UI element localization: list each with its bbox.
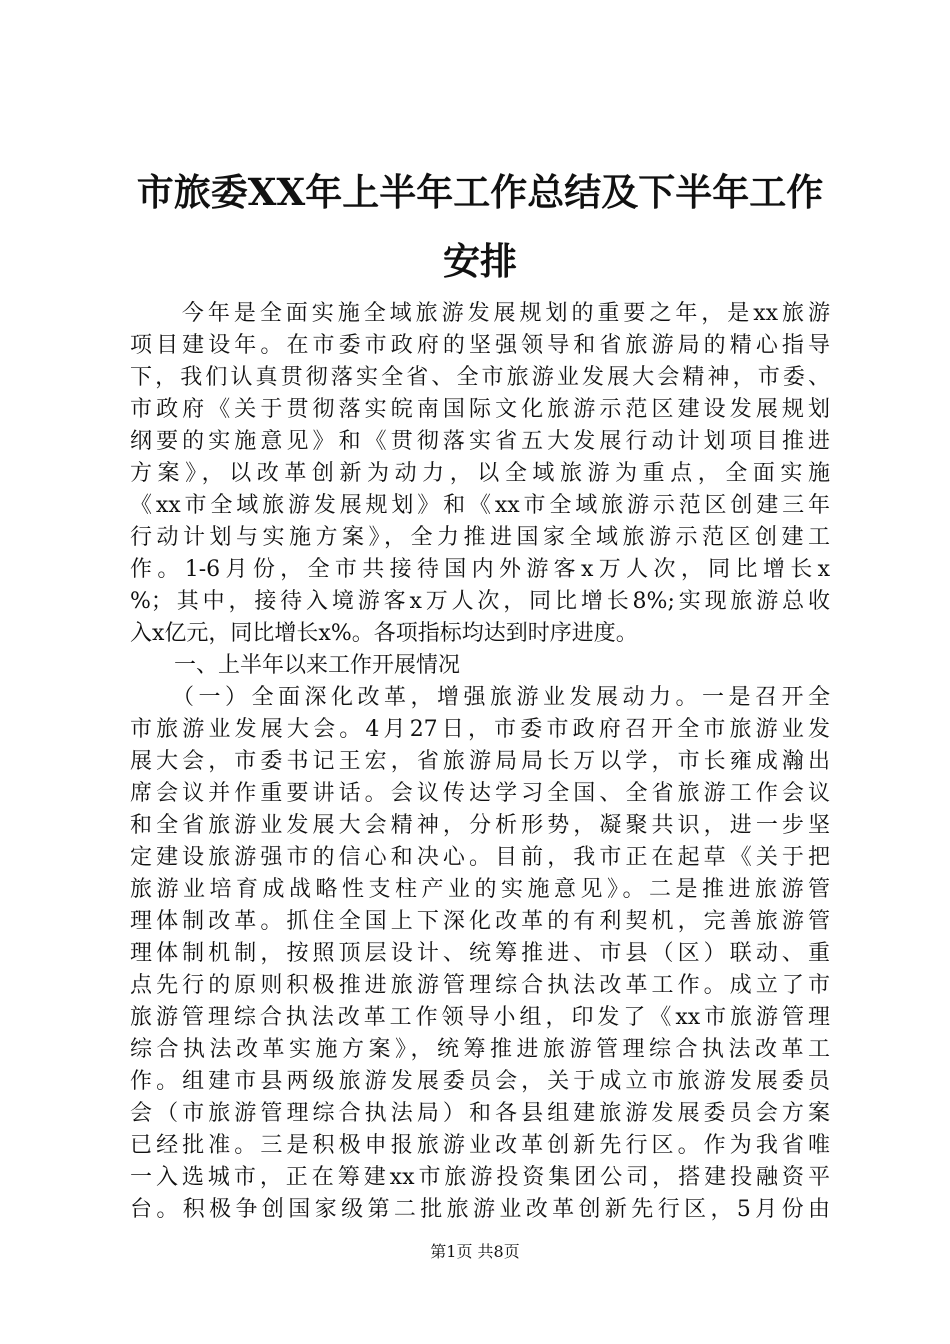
- body-line: 定建设旅游强市的信心和决心。目前，我市正在起草《关于把: [130, 845, 830, 870]
- body-line: 和全省旅游业发展大会精神，分析形势，凝聚共识，进一步坚: [130, 813, 830, 838]
- body-line: 作。组建市县两级旅游发展委员会，关于成立市旅游发展委员: [130, 1069, 830, 1094]
- body-line: 方案》，以改革创新为动力，以全域旅游为重点，全面实施: [130, 461, 830, 486]
- body-line: 下，我们认真贯彻落实全省、全市旅游业发展大会精神，市委、: [130, 365, 830, 390]
- page-number-footer: 第1页 共8页: [430, 1242, 520, 1261]
- document-title: 市旅委XX年上半年工作总结及下半年工作安排: [136, 170, 824, 283]
- body-line: 一入选城市，正在筹建xx市旅游投资集团公司，搭建投融资平: [130, 1165, 830, 1190]
- body-line: 纲要的实施意见》和《贯彻落实省五大发展行动计划项目推进: [130, 429, 830, 454]
- body-line: 旅游管理综合执法改革工作领导小组，印发了《xx市旅游管理: [130, 1005, 830, 1030]
- body-line: 作。1-6月份，全市共接待国内外游客x万人次，同比增长x: [130, 557, 830, 582]
- section-heading: 一、上半年以来工作开展情况: [130, 653, 461, 678]
- body-line: 综合执法改革实施方案》，统筹推进旅游管理综合执法改革工: [130, 1037, 830, 1062]
- body-line: 今年是全面实施全域旅游发展规划的重要之年，是xx旅游: [130, 301, 830, 326]
- body-line: %；其中，接待入境游客x万人次，同比增长8%;实现旅游总收: [130, 589, 830, 614]
- body-line: 项目建设年。在市委市政府的坚强领导和省旅游局的精心指导: [130, 333, 830, 358]
- body-line: 席会议并作重要讲话。会议传达学习全国、全省旅游工作会议: [130, 781, 830, 806]
- body-line: 理体制改革。抓住全国上下深化改革的有利契机，完善旅游管: [130, 909, 830, 934]
- body-line: 台。积极争创国家级第二批旅游业改革创新先行区，5月份由: [130, 1197, 830, 1222]
- body-line: 点先行的原则积极推进旅游管理综合执法改革工作。成立了市: [130, 973, 830, 998]
- body-line: 入x亿元，同比增长x%。各项指标均达到时序进度。: [130, 621, 638, 646]
- body-line: 行动计划与实施方案》，全力推进国家全域旅游示范区创建工: [130, 525, 830, 550]
- body-line: 旅游业培育成战略性支柱产业的实施意见》。二是推进旅游管: [130, 877, 830, 902]
- body-line: 市政府《关于贯彻落实皖南国际文化旅游示范区建设发展规划: [130, 397, 830, 422]
- body-line: 理体制机制，按照顶层设计、统筹推进、市县（区）联动、重: [130, 941, 830, 966]
- body-line: 市旅游业发展大会。4月27日，市委市政府召开全市旅游业发: [130, 717, 830, 742]
- document-body: [130, 298, 830, 1226]
- body-line: 《xx市全域旅游发展规划》和《xx市全域旅游示范区创建三年: [130, 493, 830, 518]
- body-line: 展大会，市委书记王宏，省旅游局局长万以学，市长雍成瀚出: [130, 749, 830, 774]
- body-line: （一）全面深化改革，增强旅游业发展动力。一是召开全: [130, 685, 830, 710]
- body-line: 已经批准。三是积极申报旅游业改革创新先行区。作为我省唯: [130, 1133, 830, 1158]
- body-line: 会（市旅游管理综合执法局）和各县组建旅游发展委员会方案: [130, 1101, 830, 1126]
